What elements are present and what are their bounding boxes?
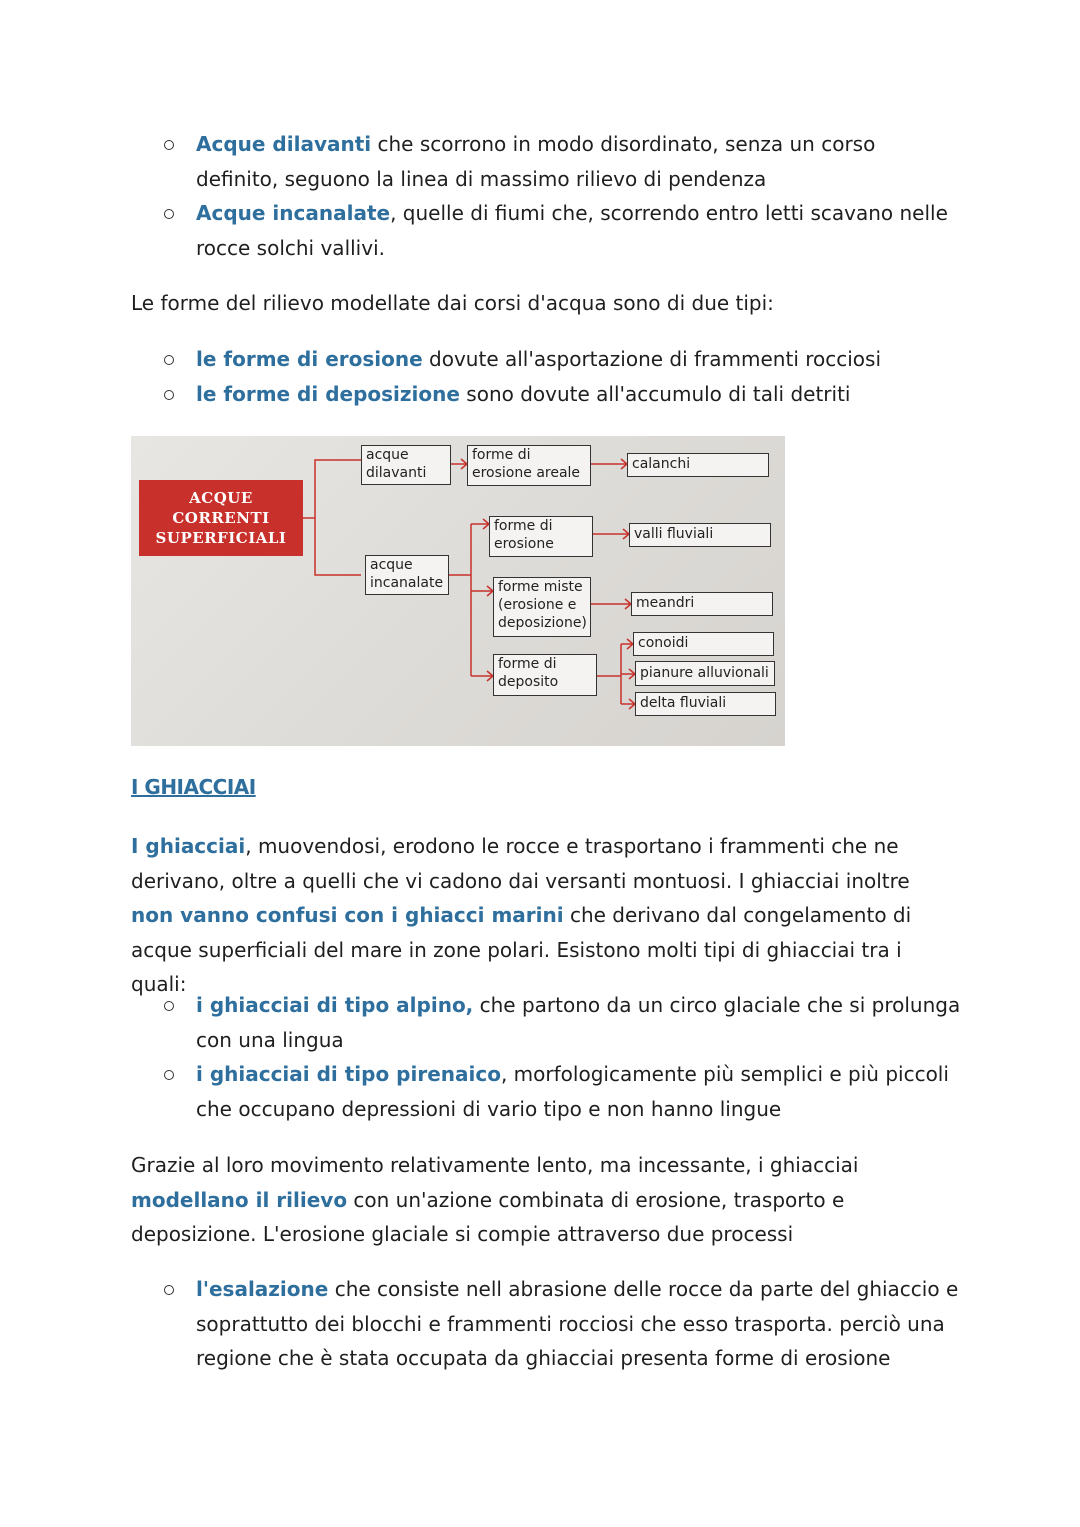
item-text: che scorrono in modo disordinato, senza un corso definito, seguono la linea di massimo rilievo di pendenza [196, 132, 876, 191]
bold-term: i ghiacciai di tipo pirenaico [196, 1062, 501, 1086]
bullet-icon [164, 390, 174, 400]
item-text: che partono da un circo glaciale che si prolunga con una lingua [196, 993, 961, 1052]
paragraph-text: , muovendosi, erodono le rocce e trasportano i frammenti che ne derivano, oltre a quelli che vi cadono dai versanti montuosi. I ghiacciai inoltre [131, 834, 910, 893]
diagram-leaf-conoidi: conoidi [633, 632, 774, 656]
paragraph-text: Grazie al loro movimento relativamente lento, ma incessante, i ghiacciai [131, 1153, 859, 1177]
item-text: , morfologicamente più semplici e più piccoli che occupano depressioni di vario tipo e non hanno lingue [196, 1062, 949, 1121]
bullet-icon [164, 355, 174, 365]
item-text: sono dovute all'accumulo di tali detriti [459, 381, 851, 406]
bold-term: le forme di deposizione [196, 381, 460, 406]
paragraph-text: che derivano dal congelamento di acque superficiali del mare in zone polari. Esistono molti tipi di ghiacciai tra i quali: [131, 903, 912, 996]
bold-term: non vanno confusi con i ghiacci marini [131, 903, 564, 927]
bullet-list-ghiacciai [131, 988, 961, 1126]
list-item [131, 342, 961, 377]
list-item [131, 1057, 961, 1126]
diagram-leaf-calanchi: calanchi [627, 453, 769, 477]
list-item [131, 377, 961, 412]
bullet-icon [164, 1070, 174, 1080]
diagram-node-forme-erosione: forme di erosione [489, 516, 593, 557]
item-text: che consiste nell abrasione delle rocce da parte del ghiaccio e soprattutto dei blocchi e frammenti rocciosi che esso trasporta. perciò una regione che è stata occupata da ghiacciai presenta forme di erosione [196, 1277, 959, 1370]
concept-map-diagram [131, 436, 785, 746]
bold-term: Acque incanalate [196, 201, 391, 225]
bold-term: modellano il rilievo [131, 1187, 348, 1212]
diagram-root-box [139, 480, 303, 556]
bold-term: I ghiacciai [131, 834, 246, 858]
bold-term: i ghiacciai di tipo alpino, [196, 993, 474, 1017]
diagram-node-forme-miste: forme miste (erosione e deposizione) [493, 577, 591, 637]
bullet-icon [164, 140, 174, 150]
diagram-leaf-delta-fluviali: delta fluviali [635, 692, 776, 716]
diagram-leaf-pianure-alluvionali: pianure alluvionali [635, 661, 775, 686]
diagram-root-label: ACQUE CORRENTI SUPERFICIALI [155, 489, 287, 547]
bold-term: l'esalazione [196, 1277, 329, 1301]
bullet-icon [164, 209, 174, 219]
paragraph-forme: Le forme del rilievo modellate dai corsi d'acqua sono di due tipi: [131, 291, 774, 315]
diagram-node-forme-deposito: forme di deposito [493, 654, 597, 696]
paragraph-modellano [131, 1148, 951, 1252]
paragraph-text: con un'azione combinata di erosione, trasporto e deposizione. L'erosione glaciale si compie attraverso due processi [131, 1187, 845, 1246]
item-text: , quelle di fiumi che, scorrendo entro letti scavano nelle rocce solchi vallivi. [196, 201, 948, 260]
bullet-list-erosione [131, 1272, 961, 1376]
diagram-node-erosione-areale: forme di erosione areale [467, 445, 591, 486]
diagram-node-acque-incanalate: acque incanalate [365, 555, 449, 595]
bullet-icon [164, 1001, 174, 1011]
section-heading-ghiacciai: I GHIACCIAI [131, 775, 256, 799]
diagram-node-acque-dilavanti: acque dilavanti [361, 445, 451, 485]
bullet-list-acque [131, 127, 961, 265]
list-item [131, 988, 961, 1057]
item-text: dovute all'asportazione di frammenti rocciosi [422, 347, 882, 371]
bullet-list-forme [131, 342, 961, 411]
diagram-leaf-valli-fluviali: valli fluviali [629, 523, 771, 547]
bold-term: Acque dilavanti [196, 132, 372, 156]
list-item [131, 196, 961, 265]
bold-term: le forme di erosione [196, 347, 423, 371]
diagram-leaf-meandri: meandri [631, 592, 773, 616]
list-item [131, 127, 961, 196]
paragraph-ghiacciai [131, 829, 951, 1002]
list-item [131, 1272, 961, 1376]
bullet-icon [164, 1285, 174, 1295]
